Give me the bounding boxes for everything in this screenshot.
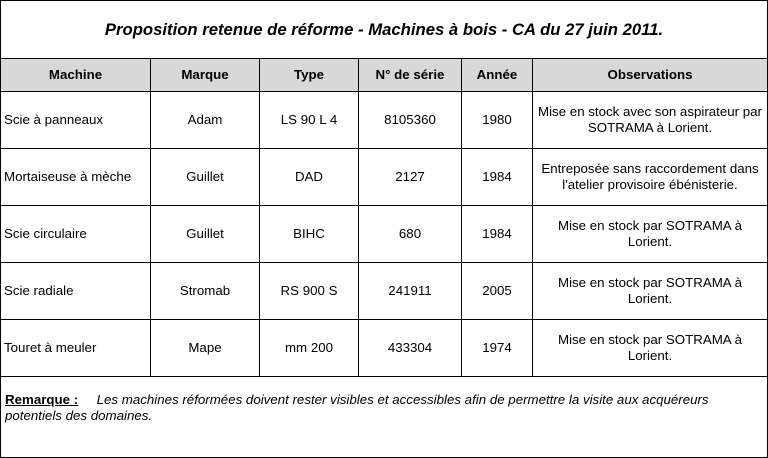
cell-serie: 2127 — [359, 149, 462, 206]
column-header-marque: Marque — [151, 59, 260, 92]
cell-marque: Guillet — [151, 149, 260, 206]
cell-type: BIHC — [260, 206, 359, 263]
title-row — [1, 1, 768, 59]
table-row — [1, 263, 768, 320]
cell-machine: Touret à meuler — [1, 320, 151, 377]
column-header-serie: N° de série — [359, 59, 462, 92]
remark-note — [1, 377, 768, 458]
cell-marque: Adam — [151, 92, 260, 149]
page-title: Proposition retenue de réforme - Machines à bois - CA du 27 juin 2011. — [1, 1, 768, 59]
cell-annee: 1974 — [462, 320, 533, 377]
cell-annee: 1984 — [462, 206, 533, 263]
cell-type: mm 200 — [260, 320, 359, 377]
remark-label: Remarque : — [5, 392, 79, 407]
cell-observations: Mise en stock par SOTRAMA à Lorient. — [533, 206, 768, 263]
cell-annee: 1984 — [462, 149, 533, 206]
cell-marque: Stromab — [151, 263, 260, 320]
cell-marque: Guillet — [151, 206, 260, 263]
cell-type: RS 900 S — [260, 263, 359, 320]
table-row — [1, 206, 768, 263]
column-header-machine: Machine — [1, 59, 151, 92]
table-row — [1, 92, 768, 149]
table-row — [1, 320, 768, 377]
header-row — [1, 59, 768, 92]
cell-type: DAD — [260, 149, 359, 206]
table-row — [1, 149, 768, 206]
cell-machine: Scie à panneaux — [1, 92, 151, 149]
cell-serie: 241911 — [359, 263, 462, 320]
remark-text: Les machines réformées doivent rester visibles et accessibles afin de permettre la visite aux acquéreurs potentiels des domaines. — [5, 392, 709, 423]
cell-annee: 1980 — [462, 92, 533, 149]
cell-observations: Entreposée sans raccordement dans l'atelier provisoire ébénisterie. — [533, 149, 768, 206]
column-header-annee: Année — [462, 59, 533, 92]
cell-type: LS 90 L 4 — [260, 92, 359, 149]
note-row — [1, 377, 768, 458]
cell-serie: 433304 — [359, 320, 462, 377]
cell-observations: Mise en stock avec son aspirateur par SOTRAMA à Lorient. — [533, 92, 768, 149]
cell-annee: 2005 — [462, 263, 533, 320]
cell-machine: Scie radiale — [1, 263, 151, 320]
cell-machine: Mortaiseuse à mèche — [1, 149, 151, 206]
column-header-type: Type — [260, 59, 359, 92]
cell-serie: 680 — [359, 206, 462, 263]
column-header-observations: Observations — [533, 59, 768, 92]
cell-serie: 8105360 — [359, 92, 462, 149]
cell-observations: Mise en stock par SOTRAMA à Lorient. — [533, 320, 768, 377]
cell-machine: Scie circulaire — [1, 206, 151, 263]
cell-observations: Mise en stock par SOTRAMA à Lorient. — [533, 263, 768, 320]
cell-marque: Mape — [151, 320, 260, 377]
